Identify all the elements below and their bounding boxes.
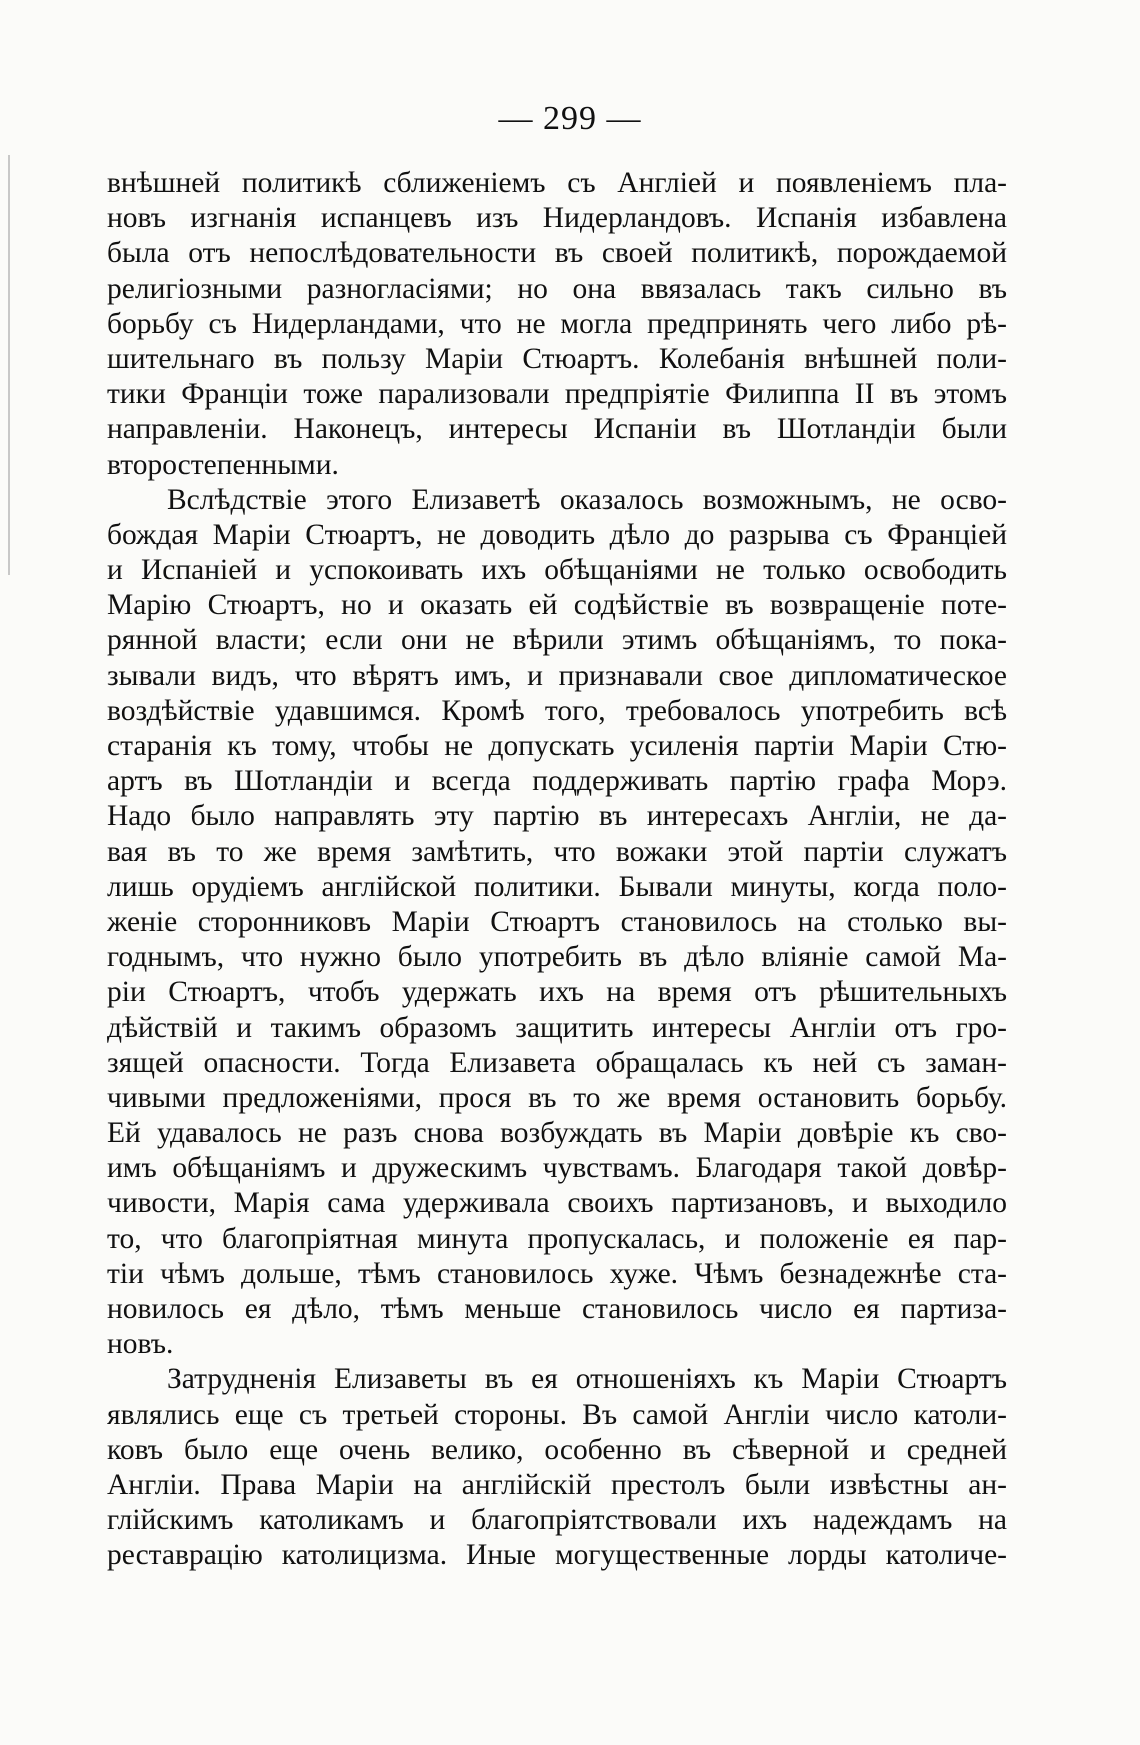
text-line: была отъ непослѣдовательности въ своей политикѣ, порождаемой	[107, 237, 1007, 270]
text-line: тики Франціи тоже парализовали предпріятіе Филиппа II въ этомъ	[107, 378, 1007, 411]
text-line: направленіи. Наконецъ, интересы Испаніи въ Шотландіи были	[107, 413, 1007, 446]
text-line: ріи Стюартъ, чтобъ удержать ихъ на время отъ рѣшительныхъ	[107, 976, 1007, 1009]
text-line: лишь орудіемъ англійской политики. Бывали минуты, когда поло-	[107, 870, 1007, 903]
text-line: новъ.	[107, 1328, 174, 1361]
text-line: рянной власти; если они не вѣрили этимъ обѣщаніямъ, то пока-	[107, 624, 1007, 657]
scan-edge-mark	[8, 155, 10, 575]
text-line: старанія къ тому, чтобы не допускать усиленія партіи Маріи Стю-	[107, 730, 1007, 762]
body-text	[107, 166, 1007, 1574]
text-line: Англіи. Права Маріи на англійскій престолъ были извѣстны ан-	[107, 1468, 1007, 1501]
text-line: зящей опасности. Тогда Елизавета обращалась къ ней съ заман-	[107, 1046, 1007, 1079]
text-line: ковъ было еще очень велико, особенно въ сѣверной и средней	[107, 1433, 1007, 1466]
text-line: Вслѣдствіе этого Елизаветѣ оказалось возможнымъ, не осво-	[167, 483, 1007, 516]
text-line: Затрудненія Елизаветы въ ея отношеніяхъ къ Маріи Стюартъ	[167, 1363, 1007, 1396]
text-line: глійскимъ католикамъ и благопріятствовали ихъ надеждамъ на	[107, 1504, 1007, 1537]
text-line: новилось ея дѣло, тѣмъ меньше становилось число ея партиза-	[107, 1293, 1007, 1325]
text-line: дѣйствій и такимъ образомъ защитить интересы Англіи отъ гро-	[107, 1011, 1007, 1044]
text-line: годнымъ, что нужно было употребить въ дѣло вліяніе самой Ма-	[107, 941, 1007, 974]
text-line: Марію Стюартъ, но и оказать ей содѣйствіе въ возвращеніе поте-	[107, 589, 1007, 622]
text-line: зывали видъ, что вѣрятъ имъ, и признавали свое дипломатическое	[107, 659, 1007, 692]
text-line: являлись еще съ третьей стороны. Въ самой Англіи число католи-	[107, 1398, 1007, 1431]
text-line: Надо было направлять эту партію въ интересахъ Англіи, не да-	[107, 800, 1007, 833]
text-line: Ей удавалось не разъ снова возбуждать въ Маріи довѣріе къ сво-	[107, 1117, 1007, 1150]
page-number: — 299 —	[498, 100, 642, 137]
text-line: то, что благопріятная минута пропускалась, и положеніе ея пар-	[107, 1222, 1007, 1255]
text-line: внѣшней политикѣ сближеніемъ съ Англіей и появленіемъ пла-	[107, 167, 1007, 199]
text-line: бождая Маріи Стюартъ, не доводить дѣло до разрыва съ Франціей	[107, 518, 1007, 551]
text-line: и Испаніей и успокоивать ихъ обѣщаніями не только освободить	[107, 554, 1007, 587]
text-line: религіозными разногласіями; но она ввязалась такъ сильно въ	[107, 272, 1007, 305]
text-line: реставрацію католицизма. Иные могущественные лорды католиче-	[107, 1539, 1007, 1572]
text-line: женіе сторонниковъ Маріи Стюартъ становилось на столько вы-	[107, 905, 1007, 938]
text-line: чивости, Марія сама удерживала своихъ партизановъ, и выходило	[107, 1187, 1007, 1220]
text-line: воздѣйствіе удавшимся. Кромѣ того, требовалось употребить всѣ	[107, 694, 1007, 727]
text-line: вая въ то же время замѣтить, что вожаки этой партіи служатъ	[107, 835, 1007, 868]
text-line: новъ изгнанія испанцевъ изъ Нидерландовъ. Испанія избавлена	[107, 202, 1007, 235]
text-line: тіи чѣмъ дольше, тѣмъ становилось хуже. Чѣмъ безнадежнѣе ста-	[107, 1257, 1007, 1290]
text-line: артъ въ Шотландіи и всегда поддерживать партію графа Морэ.	[107, 765, 1007, 798]
text-line: чивыми предложеніями, прося въ то же время остановить борьбу.	[107, 1081, 1007, 1114]
text-line: шительнаго въ пользу Маріи Стюартъ. Колебанія внѣшней поли-	[107, 342, 1007, 375]
text-line: борьбу съ Нидерландами, что не могла предпринять чего либо рѣ-	[107, 307, 1007, 340]
text-line: второстепенными.	[107, 448, 339, 481]
text-line: имъ обѣщаніямъ и дружескимъ чувствамъ. Благодаря такой довѣр-	[107, 1152, 1007, 1185]
